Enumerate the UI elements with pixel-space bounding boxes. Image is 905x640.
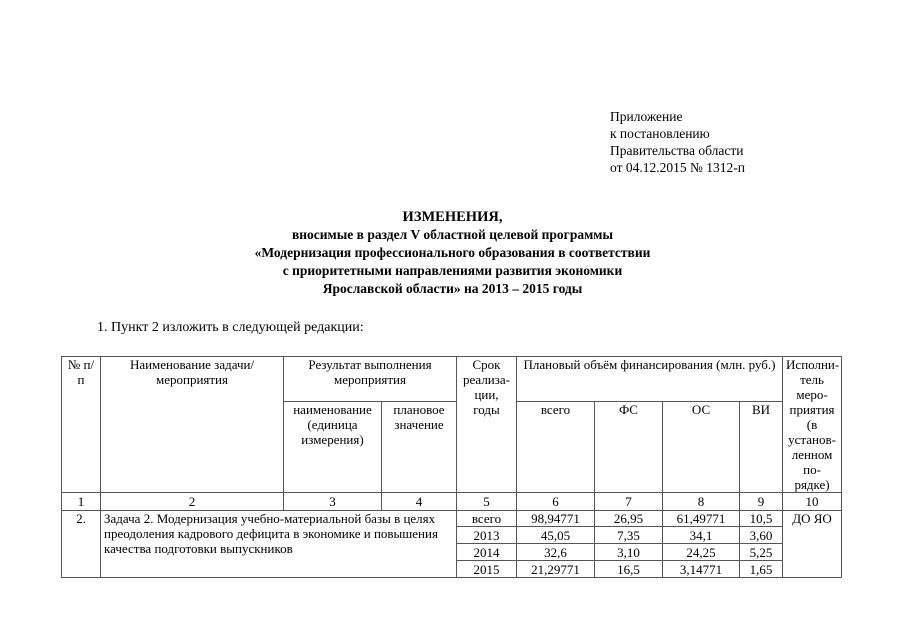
title-line: с приоритетными направлениями развития экономики xyxy=(282,263,623,278)
row-total: 32,6 xyxy=(517,544,595,561)
col-number: 10 xyxy=(783,493,842,511)
row-os: 34,1 xyxy=(663,527,740,544)
row-fs: 3,10 xyxy=(595,544,663,561)
col-number: 3 xyxy=(284,493,382,511)
row-fs: 7,35 xyxy=(595,527,663,544)
row-vi: 3,60 xyxy=(740,527,783,544)
col-number: 8 xyxy=(663,493,740,511)
title-line: вносимые в раздел V областной целевой программы xyxy=(291,227,614,242)
column-number-row xyxy=(62,493,842,511)
appendix-line: Приложение xyxy=(610,109,683,124)
row-executor: ДО ЯО xyxy=(783,511,842,578)
row-task: Задача 2. Модернизация учебно-материальной базы в целях преодоления кадрового дефицита в экономике и повышения качества подготовки выпускников xyxy=(101,511,457,578)
row-total: 21,29771 xyxy=(517,561,595,578)
header-fs: ФС xyxy=(595,402,663,493)
appendix-line: Правительства области xyxy=(610,143,744,158)
header-vi: ВИ xyxy=(740,402,783,493)
title-line: Ярославской области» на 2013 – 2015 годы xyxy=(322,281,583,296)
col-number: 1 xyxy=(62,493,101,511)
row-term: 2015 xyxy=(457,561,517,578)
header-num: № п/п xyxy=(62,357,101,493)
row-os: 3,14771 xyxy=(663,561,740,578)
table-row xyxy=(62,511,842,527)
header-total: всего xyxy=(517,402,595,493)
row-num: 2. xyxy=(62,511,101,578)
header-result-value: плановое значение xyxy=(382,402,457,493)
header-result-name: наименование (единица измерения) xyxy=(284,402,382,493)
point-text: 1. Пункт 2 изложить в следующей редакции: xyxy=(97,320,364,335)
row-vi: 1,65 xyxy=(740,561,783,578)
header-result: Результат выполнения мероприятия xyxy=(284,357,457,402)
col-number: 6 xyxy=(517,493,595,511)
row-term: всего xyxy=(457,511,517,527)
row-total: 45,05 xyxy=(517,527,595,544)
row-term: 2014 xyxy=(457,544,517,561)
col-number: 9 xyxy=(740,493,783,511)
title-line: «Модернизация профессионального образования в соответствии xyxy=(254,245,651,260)
col-number: 7 xyxy=(595,493,663,511)
program-table xyxy=(61,356,842,578)
header-executor: Исполни-тель меро-приятия (в установ-ленном по-рядке) xyxy=(783,357,842,493)
row-os: 24,25 xyxy=(663,544,740,561)
appendix-block xyxy=(610,108,745,176)
header-task: Наименование задачи/мероприятия xyxy=(101,357,284,493)
row-fs: 26,95 xyxy=(595,511,663,527)
header-row xyxy=(62,357,842,402)
row-vi: 5,25 xyxy=(740,544,783,561)
col-number: 5 xyxy=(457,493,517,511)
title-main: ИЗМЕНЕНИЯ, xyxy=(402,209,503,225)
document-title xyxy=(150,208,755,298)
row-term: 2013 xyxy=(457,527,517,544)
row-fs: 16,5 xyxy=(595,561,663,578)
header-term: Срок реализа-ции, годы xyxy=(457,357,517,493)
header-finance: Плановый объём финансирования (млн. руб.) xyxy=(517,357,783,402)
header-os: ОС xyxy=(663,402,740,493)
col-number: 4 xyxy=(382,493,457,511)
row-os: 61,49771 xyxy=(663,511,740,527)
row-total: 98,94771 xyxy=(517,511,595,527)
appendix-line: от 04.12.2015 № 1312-п xyxy=(610,160,745,175)
appendix-line: к постановлению xyxy=(610,126,710,141)
col-number: 2 xyxy=(101,493,284,511)
row-vi: 10,5 xyxy=(740,511,783,527)
